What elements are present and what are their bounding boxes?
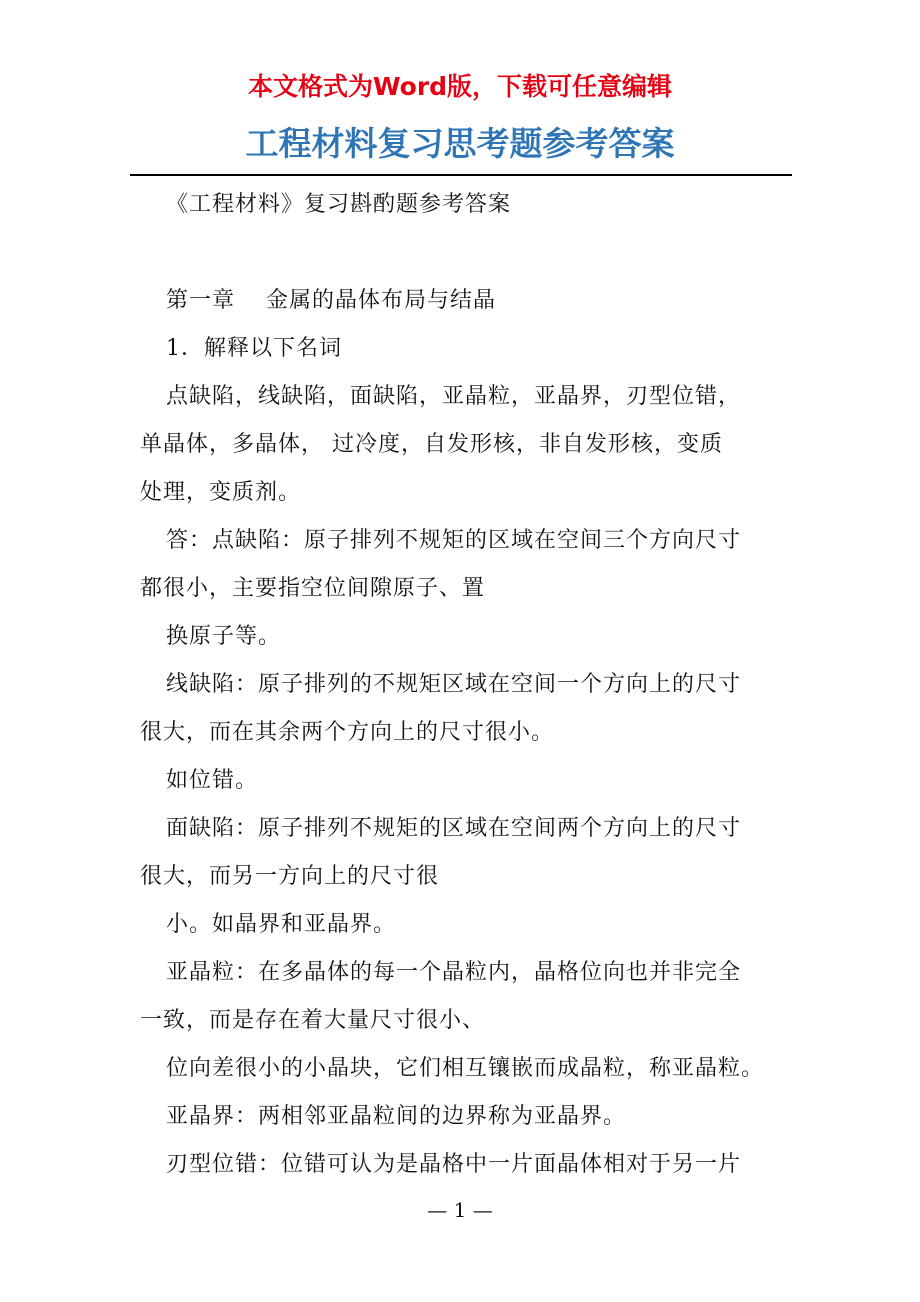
paragraph-line: 如位错。 [166,768,259,793]
paragraph-line: 线缺陷：原子排列的不规矩区域在空间一个方向上的尺寸 [166,672,742,697]
paragraph-line: 都很小，主要指空位间隙原子、置 [140,576,486,601]
paragraph-line: 小。如晶界和亚晶界。 [166,912,397,937]
page-number: — 1 — [427,1198,493,1222]
question-heading: 1．解释以下名词 [166,336,342,361]
paragraph-line: 亚晶界：两相邻亚晶粒间的边界称为亚晶界。 [166,1104,627,1129]
paragraph-line: 很大，而在其余两个方向上的尺寸很小。 [140,720,555,745]
document-title: 工程材料复习思考题参考答案 [245,124,675,163]
paragraph-line: 刃型位错：位错可认为是晶格中一片面晶体相对于另一片 [166,1152,742,1177]
paragraph-line: 位向差很小的小晶块，它们相互镶嵌而成晶粒，称亚晶粒。 [166,1056,765,1081]
paragraph-line: 换原子等。 [166,624,282,649]
title-divider [130,174,792,176]
paragraph-line: 处理，变质剂。 [140,480,302,505]
paragraph-line: 亚晶粒：在多晶体的每一个晶粒内，晶格位向也并非完全 [166,960,742,985]
doc-subtitle: 《工程材料》复习斟酌题参考答案 [166,192,512,217]
paragraph-line: 很大，而另一方向上的尺寸很 [140,864,440,889]
paragraph-line: 答：点缺陷：原子排列不规矩的区域在空间三个方向尺寸 [166,528,742,553]
format-notice: 本文格式为Word版，下载可任意编辑 [247,72,673,101]
paragraph-line: 单晶体，多晶体， 过冷度，自发形核，非自发形核，变质 [140,432,723,457]
paragraph-line: 一致，而是存在着大量尺寸很小、 [140,1008,486,1033]
paragraph-line: 点缺陷，线缺陷，面缺陷，亚晶粒，亚晶界，刃型位错， [166,384,742,409]
chapter-heading: 第一章 金属的晶体布局与结晶 [166,288,496,313]
paragraph-line: 面缺陷：原子排列不规矩的区域在空间两个方向上的尺寸 [166,816,742,841]
